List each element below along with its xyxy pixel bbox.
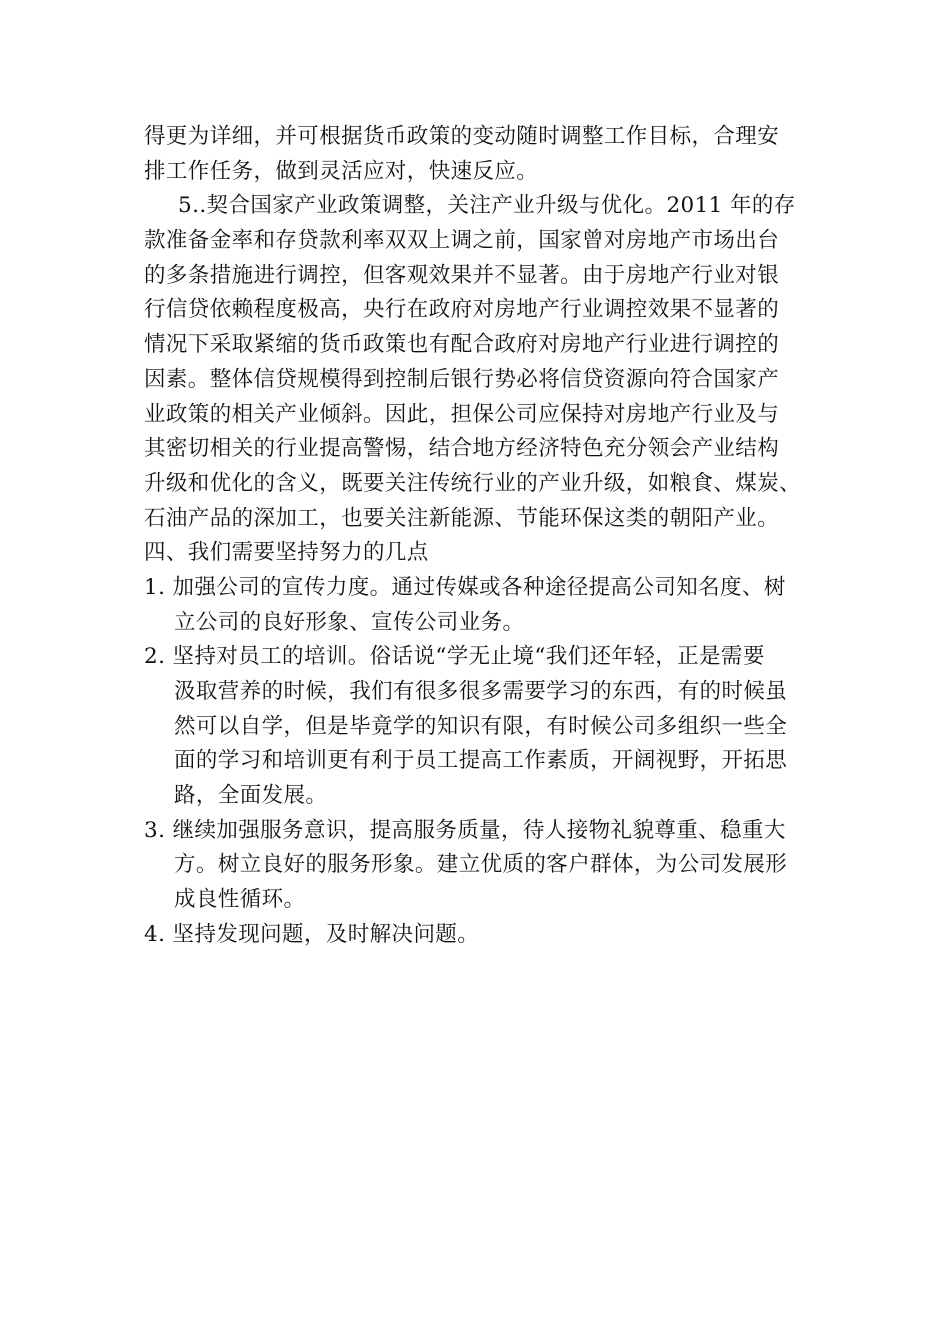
text-line: 因素。整体信贷规模得到控制后银行势必将信贷资源向符合国家产	[144, 366, 780, 392]
text-line: 排工作任务，做到灵活应对，快速反应。	[144, 158, 539, 184]
text-line: 行信贷依赖程度极高，央行在政府对房地产行业调控效果不显著的	[144, 297, 780, 323]
list-item	[144, 571, 814, 640]
section-heading: 四、我们需要坚持努力的几点	[144, 540, 429, 566]
text-line: 3. 继续加强服务意识，提高服务质量，待人接物礼貌尊重、稳重大	[144, 817, 786, 843]
text-line: 得更为详细，并可根据货币政策的变动随时调整工作目标，合理安	[144, 124, 780, 149]
text-line: 成良性循环。	[174, 887, 306, 913]
text-line: 其密切相关的行业提高警惕，结合地方经济特色充分领会产业结构	[144, 436, 780, 462]
text-line: 2. 坚持对员工的培训。俗话说“学无止境“我们还年轻，正是需要	[144, 644, 765, 670]
numbered-list	[144, 571, 814, 953]
text-line: 款准备金率和存贷款利率双双上调之前，国家曾对房地产市场出台	[144, 228, 780, 254]
text-line: 石油产品的深加工，也要关注新能源、节能环保这类的朝阳产业。	[144, 505, 780, 531]
text-line: 业政策的相关产业倾斜。因此，担保公司应保持对房地产行业及与	[144, 401, 780, 427]
document-page	[144, 120, 814, 953]
text-line: 1. 加强公司的宣传力度。通过传媒或各种途径提高公司知名度、树	[144, 574, 786, 600]
list-item	[144, 814, 814, 918]
text-line: 立公司的良好形象、宣传公司业务。	[174, 609, 525, 635]
text-line: 升级和优化的含义，既要关注传统行业的产业升级，如粮食、煤炭、	[144, 470, 802, 496]
text-line: 汲取营养的时候，我们有很多很多需要学习的东西，有的时候虽	[174, 679, 788, 704]
text-line: 情况下采取紧缩的货币政策也有配合政府对房地产行业进行调控的	[144, 332, 780, 358]
text-line: 然可以自学，但是毕竟学的知识有限，有时候公司多组织一些全	[174, 713, 788, 739]
text-line: 5..契合国家产业政策调整，关注产业升级与优化。2011 年的存	[178, 193, 796, 219]
text-line: 面的学习和培训更有利于员工提高工作素质，开阔视野，开拓思	[174, 748, 788, 774]
text-line: 方。树立良好的服务形象。建立优质的客户群体，为公司发展形	[174, 852, 788, 878]
text-line: 路，全面发展。	[174, 783, 328, 809]
paragraph-continued	[144, 120, 814, 189]
list-item	[144, 918, 814, 953]
text-line: 4. 坚持发现问题，及时解决问题。	[144, 921, 480, 947]
text-line: 的多条措施进行调控，但客观效果并不显著。由于房地产行业对银	[144, 262, 780, 288]
paragraph-5	[144, 189, 814, 536]
list-item	[144, 640, 814, 813]
